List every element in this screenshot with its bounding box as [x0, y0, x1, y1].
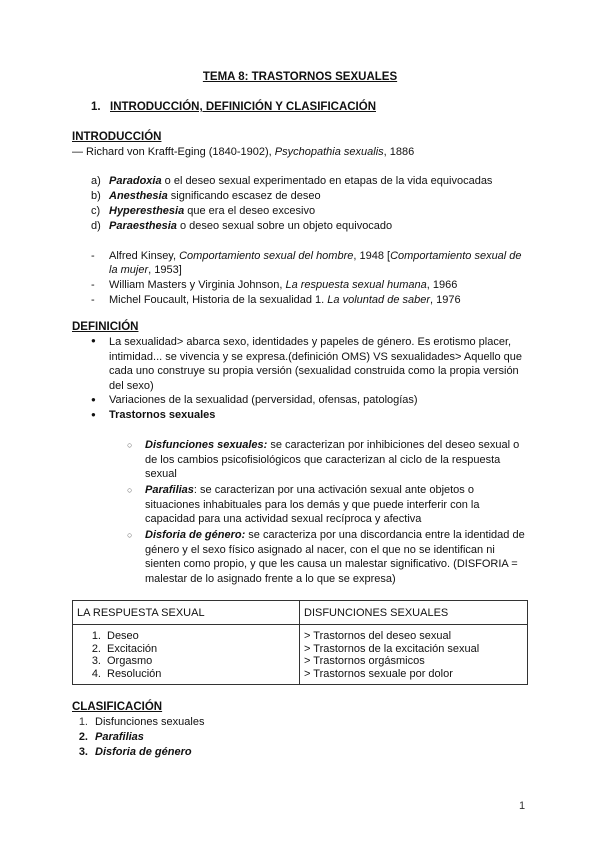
dash-bullet: - [91, 294, 95, 306]
bullet-icon: ● [91, 395, 96, 404]
section-title: INTRODUCCIÓN, DEFINICIÓN Y CLASIFICACIÓN [110, 101, 376, 113]
circle-bullet-icon: ○ [127, 485, 133, 495]
term-name: Hyperesthesia [109, 205, 185, 217]
disorder-item: > Trastornos del deseo sexual [304, 630, 452, 642]
subbullet-text [145, 528, 530, 586]
phase-number: 2. [91, 642, 101, 655]
author-text: , 1953] [148, 264, 182, 276]
subbullet-term: Disforia de género: [145, 529, 246, 541]
author-item [91, 279, 457, 291]
table-header: LA RESPUESTA SEXUAL [73, 601, 300, 625]
phase-label: Excitación [107, 642, 158, 655]
classification-item [72, 716, 204, 728]
term-desc: o el deseo sexual experimentado en etapas de la vida equivocadas [161, 175, 493, 187]
table-cell-phases [73, 625, 300, 685]
work-title: Comportamiento sexual del hombre [179, 250, 354, 262]
dash-bullet: - [91, 279, 95, 291]
author-text: , 1948 [ [353, 250, 391, 262]
phase-item [77, 668, 295, 681]
term-item [91, 190, 321, 202]
work-title: la mujer [109, 264, 149, 276]
classification-item [72, 731, 144, 743]
item-label: Disforia de género [95, 746, 192, 758]
subbullet-text [145, 438, 530, 482]
term-label: c) [91, 205, 101, 217]
author-item-cont [109, 264, 182, 276]
subbullet-text [145, 483, 530, 527]
bullet-icon: ● [91, 410, 96, 419]
term-desc: significando escasez de deseo [167, 190, 321, 202]
dash-bullet: - [91, 250, 95, 262]
term-name: Paradoxia [109, 175, 162, 187]
term-name: Paraesthesia [109, 220, 177, 232]
circle-bullet-icon: ○ [127, 440, 133, 450]
definition-bullet-text: Variaciones de la sexualidad (perversidad, ofensas, patologías) [109, 394, 418, 406]
section-heading [91, 101, 376, 113]
work-title: La voluntad de saber [327, 294, 431, 306]
introduccion-heading: INTRODUCCIÓN [72, 131, 162, 143]
term-item [91, 175, 492, 187]
subbullet-term: Disfunciones sexuales: [145, 439, 268, 451]
phase-label: Orgasmo [107, 655, 153, 667]
definition-bullet-text: La sexualidad> abarca sexo, identidades y papeles de género. Es erotismo placer, intimidad... se vivencia y se expresa.(definición OMS) VS sexualidades> Aquello que cada uno construye su propia versión (sexualidad construida como la propia versión del sexo) [109, 336, 523, 392]
table-row [73, 625, 528, 685]
bullet-icon: ● [91, 336, 96, 345]
item-number: 2. [78, 731, 88, 743]
work-title: Comportamiento sexual de [390, 250, 522, 262]
item-label: Parafilias [95, 731, 144, 743]
disorder-item: > Trastornos sexuale por dolor [304, 667, 453, 680]
krafft-line [72, 146, 414, 158]
document-title: TEMA 8: TRASTORNOS SEXUALES [202, 71, 398, 83]
term-item [91, 220, 392, 232]
page-number: 1 [519, 800, 526, 812]
phase-item [77, 630, 295, 643]
phase-number: 4. [91, 667, 101, 680]
subbullet-term: Parafilias [145, 484, 194, 496]
term-label: b) [91, 190, 101, 202]
krafft-suffix: , 1886 [383, 146, 415, 158]
author-item [91, 294, 461, 306]
definicion-heading: DEFINICIÓN [72, 321, 139, 333]
term-desc: que era el deseo excesivo [184, 205, 316, 217]
work-title: La respuesta sexual humana [285, 279, 427, 291]
classification-item [72, 746, 192, 758]
item-number: 1. [78, 716, 88, 728]
table-header: DISFUNCIONES SEXUALES [300, 601, 528, 625]
author-text: William Masters y Virginia Johnson, [109, 279, 286, 291]
subbullet-desc: : se caracterizan por una activación sexual ante objetos o situaciones inhabituales para los demás y que puede interferir con la capacidad para una actividad sexual recíproca y afectiva [145, 484, 480, 525]
response-dysfunction-table [72, 600, 528, 685]
krafft-work: Psychopathia sexualis [274, 146, 384, 158]
disorder-item: > Trastornos orgásmicos [304, 655, 425, 667]
author-item [91, 250, 522, 262]
clasificacion-heading: CLASIFICACIÓN [72, 701, 163, 713]
definition-bullet-text: Trastornos sexuales [109, 409, 216, 421]
subbullet-desc: se caracterizan por inhibiciones del deseo sexual o de los cambios psicofisiológicos que caracterizan al ciclo de la respuesta sexual [145, 439, 520, 480]
disorder-item: > Trastornos de la excitación sexual [304, 642, 480, 655]
term-label: d) [91, 220, 101, 232]
phase-number: 1. [91, 630, 101, 642]
circle-bullet-icon: ○ [127, 530, 133, 540]
author-text: , 1966 [426, 279, 458, 291]
author-text: Michel Foucault, Historia de la sexualidad 1. [109, 294, 328, 306]
phase-item [77, 655, 295, 668]
phase-label: Resolución [107, 667, 162, 680]
item-number: 3. [78, 746, 88, 758]
table-header-row [73, 601, 528, 625]
term-desc: o deseo sexual sobre un objeto equivocado [176, 220, 393, 232]
krafft-prefix: — Richard von Krafft-Eging (1840-1902), [72, 146, 275, 158]
phase-number: 3. [91, 655, 101, 667]
term-item [91, 205, 315, 217]
author-text: , 1976 [430, 294, 461, 306]
item-label: Disfunciones sexuales [95, 716, 205, 728]
section-number: 1. [91, 101, 101, 113]
subbullet-desc: se caracteriza por una discordancia entre la identidad de género y el sexo físico asignado al nacer, con el que no se identifican ni sienten como propio, y que les causa un malestar significativo. (DISFORIA = malestar de lo asignado frente a lo que se expresa) [145, 529, 525, 585]
author-text: Alfred Kinsey, [109, 250, 180, 262]
phase-item [77, 643, 295, 656]
table-cell-disorders [300, 625, 528, 685]
phase-label: Deseo [107, 630, 139, 642]
term-name: Anesthesia [109, 190, 168, 202]
term-label: a) [91, 175, 101, 187]
